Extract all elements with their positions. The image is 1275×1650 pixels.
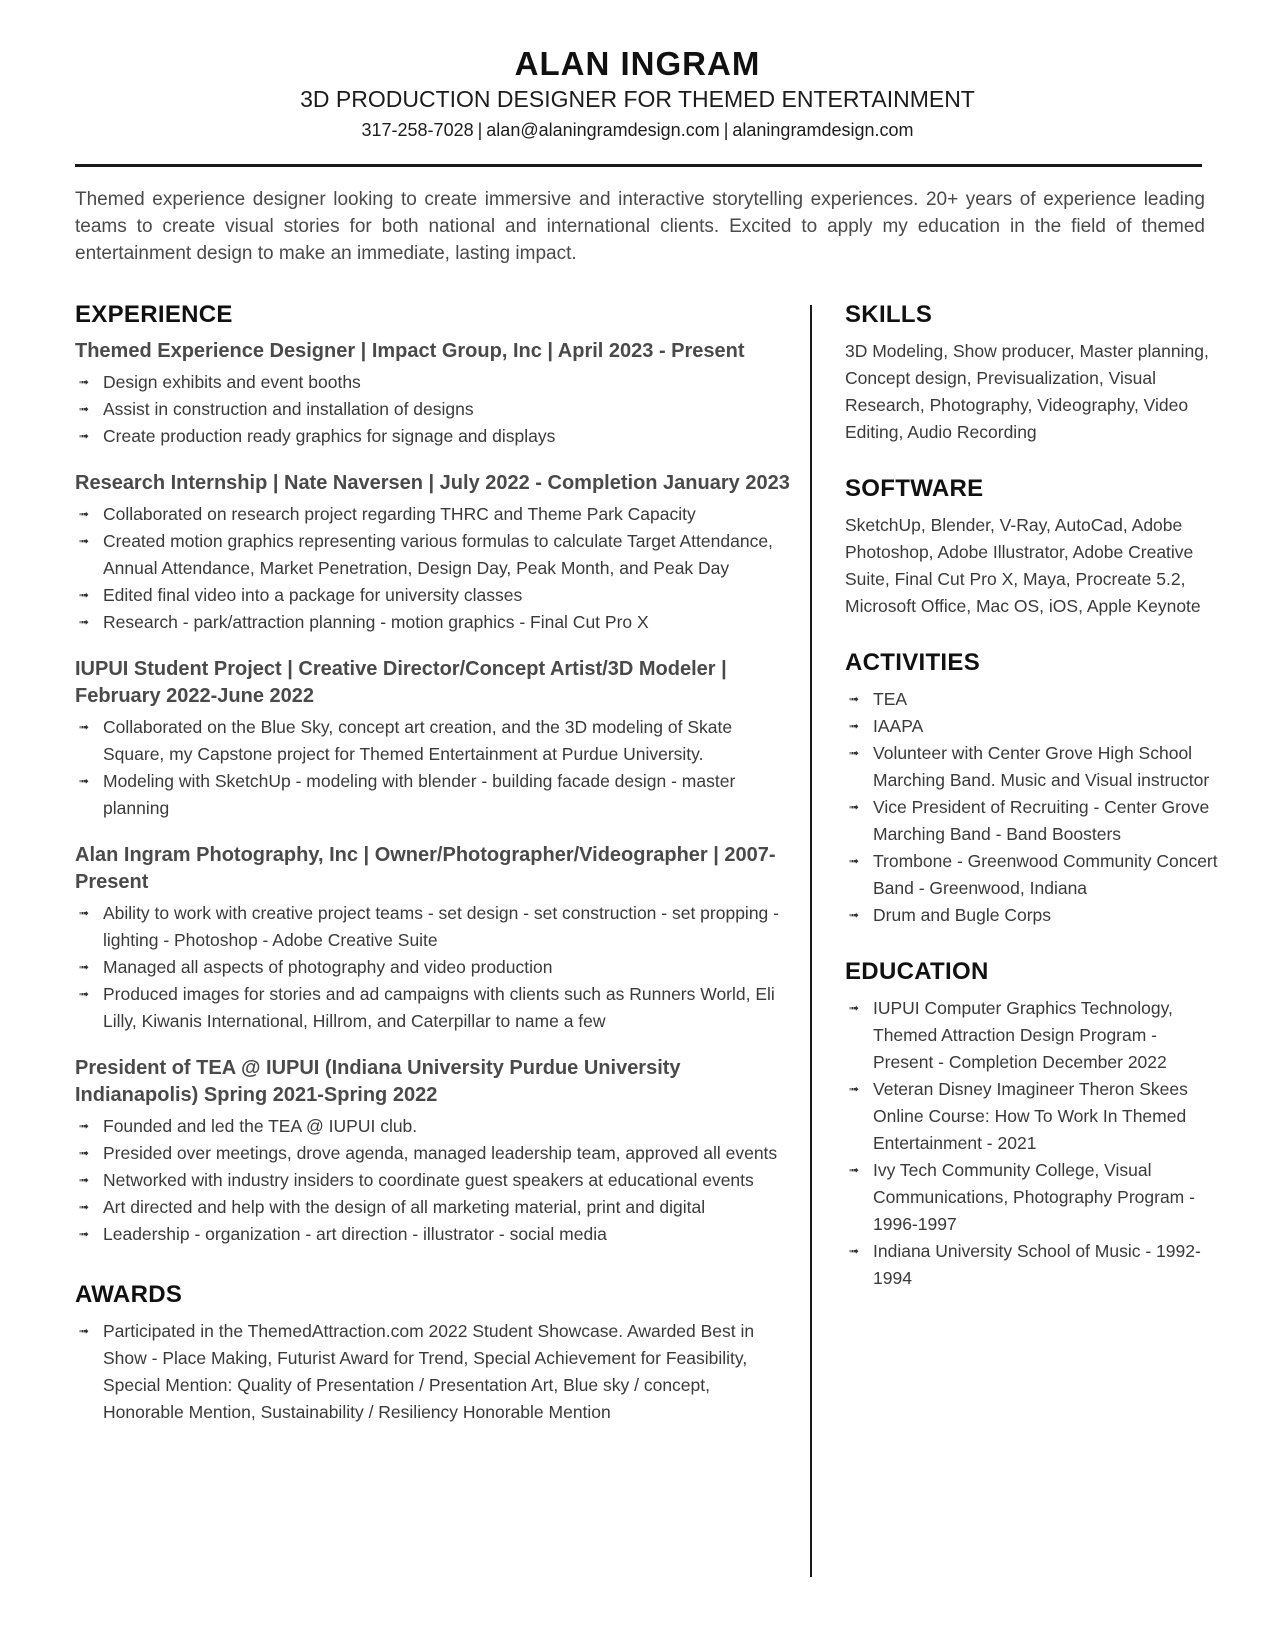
arrow-bullet-icon: ➟ <box>849 1082 860 1096</box>
bullet-text: TEA <box>873 689 908 709</box>
arrow-bullet-icon: ➟ <box>79 615 90 629</box>
arrow-bullet-icon: ➟ <box>79 1227 90 1241</box>
arrow-bullet-icon: ➟ <box>849 1163 860 1177</box>
education-section <box>845 955 1220 1292</box>
bullet-text: Veteran Disney Imagineer Theron Skees Online Course: How To Work In Themed Entertainment - 2021 <box>873 1079 1188 1153</box>
bullet-item <box>75 714 795 768</box>
bullet-item <box>75 609 795 636</box>
job-bullets <box>75 501 795 636</box>
bullet-text: Edited final video into a package for university classes <box>103 585 523 605</box>
column-divider <box>810 305 812 1577</box>
bullet-text: Design exhibits and event booths <box>103 372 361 392</box>
bullet-text: Participated in the ThemedAttraction.com 2022 Student Showcase. Awarded Best in Show - Place Making, Futurist Award for Trend, Special Achievement for Feasibility, Special Mention: Quality of Presentation / Presentation Art, Blue sky / concept, Honorable Mention, Sustainability / Resiliency Honorable Mention <box>103 1321 755 1422</box>
job-title: Themed Experience Designer | Impact Group, Inc | April 2023 - Present <box>75 340 745 362</box>
arrow-bullet-icon: ➟ <box>79 1146 90 1160</box>
bullet-item <box>75 1221 795 1248</box>
arrow-bullet-icon: ➟ <box>79 1119 90 1133</box>
job-entry <box>75 842 795 1035</box>
bullet-item <box>845 848 1220 902</box>
bullet-item <box>845 1238 1220 1292</box>
arrow-bullet-icon: ➟ <box>849 1001 860 1015</box>
job-bullets <box>75 369 795 450</box>
awards-section <box>75 1278 795 1426</box>
activities-heading: ACTIVITIES <box>845 649 981 676</box>
bullet-text: Leadership - organization - art direction - illustrator - social media <box>103 1224 607 1244</box>
education-list <box>845 995 1220 1292</box>
bullet-item <box>845 740 1220 794</box>
candidate-name: ALAN INGRAM <box>514 45 761 82</box>
bullet-item <box>845 995 1220 1076</box>
arrow-bullet-icon: ➟ <box>849 746 860 760</box>
job-title: Research Internship | Nate Naversen | July 2022 - Completion January 2023 <box>75 472 790 494</box>
contact-separator: | <box>723 120 729 140</box>
bullet-text: Collaborated on the Blue Sky, concept art creation, and the 3D modeling of Skate Square, my Capstone project for Themed Entertainment at Purdue University. <box>103 717 733 764</box>
bullet-item <box>75 981 795 1035</box>
arrow-bullet-icon: ➟ <box>79 1200 90 1214</box>
job-title: Alan Ingram Photography, Inc | Owner/Photographer/Videographer | 2007-Present <box>75 844 776 893</box>
job-entry <box>75 338 795 450</box>
bullet-text: Modeling with SketchUp - modeling with blender - building facade design - master planning <box>103 771 736 818</box>
bullet-text: Managed all aspects of photography and video production <box>103 957 553 977</box>
job-bullets <box>75 714 795 822</box>
candidate-title: 3D PRODUCTION DESIGNER FOR THEMED ENTERTAINMENT <box>300 86 975 112</box>
arrow-bullet-icon: ➟ <box>849 800 860 814</box>
arrow-bullet-icon: ➟ <box>79 1324 90 1338</box>
arrow-bullet-icon: ➟ <box>79 429 90 443</box>
job-entry <box>75 656 795 822</box>
job-entry <box>75 470 795 636</box>
job-title: IUPUI Student Project | Creative Director/Concept Artist/3D Modeler | February 2022-June 2022 <box>75 658 727 707</box>
bullet-item <box>75 900 795 954</box>
arrow-bullet-icon: ➟ <box>79 588 90 602</box>
skills-heading: SKILLS <box>845 301 933 328</box>
arrow-bullet-icon: ➟ <box>79 375 90 389</box>
bullet-item <box>75 1140 795 1167</box>
job-title: President of TEA @ IUPUI (Indiana University Purdue University Indianapolis) Spring 2021-Spring 2022 <box>75 1057 681 1106</box>
arrow-bullet-icon: ➟ <box>79 507 90 521</box>
bullet-text: Volunteer with Center Grove High School Marching Band. Music and Visual instructor <box>873 743 1210 790</box>
bullet-text: Indiana University School of Music - 1992-1994 <box>873 1241 1201 1288</box>
bullet-text: Ivy Tech Community College, Visual Communications, Photography Program - 1996-1997 <box>873 1160 1195 1234</box>
bullet-item <box>75 1113 795 1140</box>
activities-list <box>845 686 1220 929</box>
bullet-item <box>75 528 795 582</box>
email-address[interactable]: alan@alaningramdesign.com <box>486 120 720 140</box>
bullet-text: Vice President of Recruiting - Center Grove Marching Band - Band Boosters <box>873 797 1210 844</box>
bullet-item <box>75 1194 795 1221</box>
experience-list <box>75 338 795 1248</box>
bullet-item <box>845 686 1220 713</box>
bullet-item <box>75 1318 795 1426</box>
awards-list <box>75 1318 795 1426</box>
bullet-text: Create production ready graphics for signage and displays <box>103 426 556 446</box>
bullet-item <box>845 713 1220 740</box>
awards-heading: AWARDS <box>75 1281 183 1308</box>
bullet-text: Ability to work with creative project teams - set design - set construction - set propping - lighting - Photoshop - Adobe Creative Suite <box>103 903 779 950</box>
arrow-bullet-icon: ➟ <box>849 908 860 922</box>
bullet-text: Trombone - Greenwood Community Concert Band - Greenwood, Indiana <box>873 851 1218 898</box>
arrow-bullet-icon: ➟ <box>849 1244 860 1258</box>
arrow-bullet-icon: ➟ <box>79 1173 90 1187</box>
bullet-item <box>845 902 1220 929</box>
bullet-item <box>845 1157 1220 1238</box>
job-entry <box>75 1055 795 1248</box>
bullet-item <box>75 423 795 450</box>
bullet-text: Art directed and help with the design of all marketing material, print and digital <box>103 1197 706 1217</box>
arrow-bullet-icon: ➟ <box>79 960 90 974</box>
bullet-item <box>75 768 795 822</box>
header-divider <box>75 164 1202 167</box>
job-bullets <box>75 1113 795 1248</box>
bullet-text: Produced images for stories and ad campaigns with clients such as Runners World, Eli Lilly, Kiwanis International, Hillrom, and Caterpillar to name a few <box>103 984 775 1031</box>
bullet-text: Networked with industry insiders to coordinate guest speakers at educational events <box>103 1170 754 1190</box>
arrow-bullet-icon: ➟ <box>849 854 860 868</box>
bullet-item <box>75 954 795 981</box>
bullet-item <box>845 1076 1220 1157</box>
software-section <box>845 472 1220 620</box>
arrow-bullet-icon: ➟ <box>79 720 90 734</box>
arrow-bullet-icon: ➟ <box>849 692 860 706</box>
bullet-text: Founded and led the TEA @ IUPUI club. <box>103 1116 418 1136</box>
bullet-item <box>75 396 795 423</box>
skills-text: 3D Modeling, Show producer, Master planning, Concept design, Previsualization, Visual Research, Photography, Videography, Video Editing, Audio Recording <box>845 341 1209 442</box>
arrow-bullet-icon: ➟ <box>79 774 90 788</box>
contact-line <box>0 116 1275 144</box>
activities-section <box>845 646 1220 929</box>
arrow-bullet-icon: ➟ <box>79 402 90 416</box>
bullet-text: IUPUI Computer Graphics Technology, Themed Attraction Design Program - Present - Completion December 2022 <box>873 998 1173 1072</box>
education-heading: EDUCATION <box>845 958 989 985</box>
bullet-text: Research - park/attraction planning - motion graphics - Final Cut Pro X <box>103 612 649 632</box>
arrow-bullet-icon: ➟ <box>79 534 90 548</box>
arrow-bullet-icon: ➟ <box>79 906 90 920</box>
left-column <box>75 298 795 1426</box>
software-heading: SOFTWARE <box>845 475 984 502</box>
bullet-item <box>75 1167 795 1194</box>
phone-number: 317-258-7028 <box>361 120 474 140</box>
bullet-item <box>845 794 1220 848</box>
bullet-text: IAAPA <box>873 716 924 736</box>
resume-header <box>0 44 1275 144</box>
bullet-text: Created motion graphics representing various formulas to calculate Target Attendance, Annual Attendance, Market Penetration, Design Day, Peak Month, and Peak Day <box>103 531 773 578</box>
website-link[interactable]: alaningramdesign.com <box>732 120 914 140</box>
right-column <box>845 298 1220 1318</box>
bullet-text: Assist in construction and installation of designs <box>103 399 474 419</box>
summary-paragraph: Themed experience designer looking to create immersive and interactive storytelling experiences. 20+ years of experience leading teams to create visual stories for both national and international clients. Excited to apply my education in the field of themed entertainment design to make an immediate, lasting impact. <box>75 189 1205 264</box>
software-text: SketchUp, Blender, V-Ray, AutoCad, Adobe Photoshop, Adobe Illustrator, Adobe Creative Suite, Final Cut Pro X, Maya, Procreate 5.2, Microsoft Office, Mac OS, iOS, Apple Keynote <box>845 515 1201 616</box>
contact-separator: | <box>477 120 483 140</box>
arrow-bullet-icon: ➟ <box>849 719 860 733</box>
job-bullets <box>75 900 795 1035</box>
bullet-text: Presided over meetings, drove agenda, managed leadership team, approved all events <box>103 1143 778 1163</box>
experience-heading: EXPERIENCE <box>75 301 233 328</box>
bullet-item <box>75 501 795 528</box>
arrow-bullet-icon: ➟ <box>79 987 90 1001</box>
skills-section <box>845 298 1220 446</box>
bullet-text: Collaborated on research project regarding THRC and Theme Park Capacity <box>103 504 696 524</box>
bullet-item <box>75 369 795 396</box>
bullet-text: Drum and Bugle Corps <box>873 905 1051 925</box>
bullet-item <box>75 582 795 609</box>
